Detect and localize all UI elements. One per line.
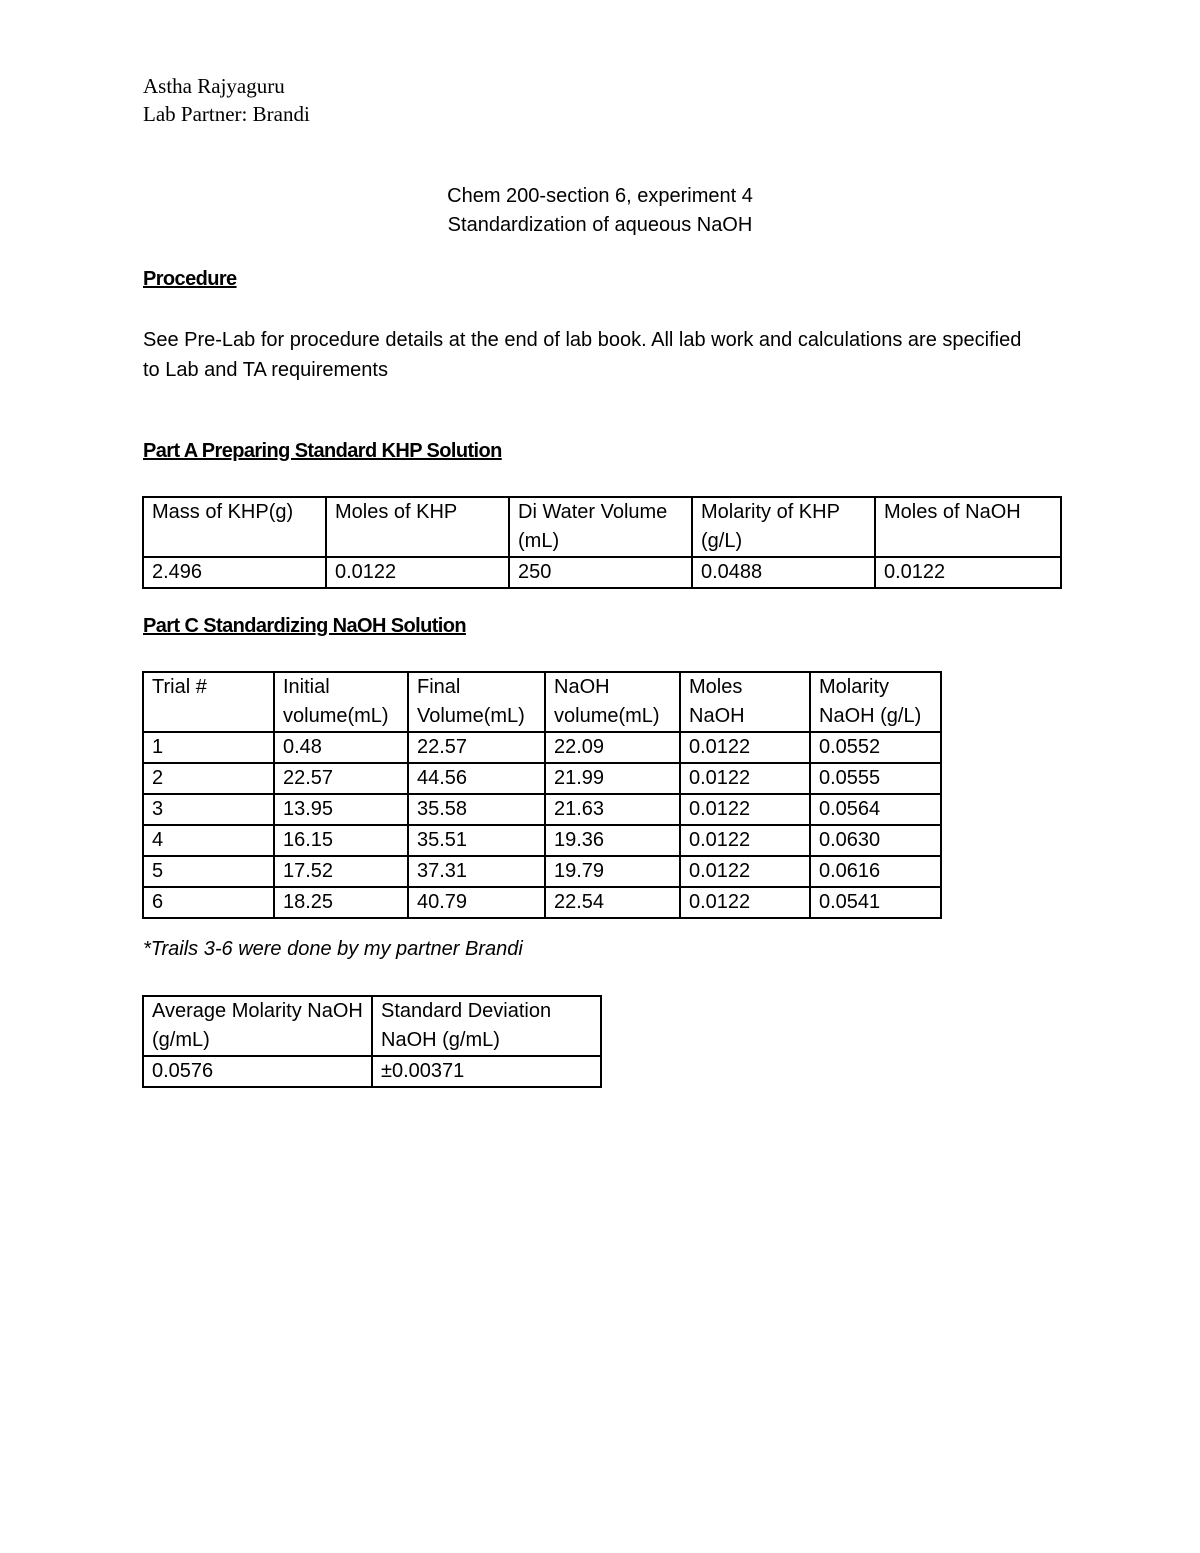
column-header: Average Molarity NaOH (g/mL) — [143, 996, 372, 1056]
table-row — [143, 856, 941, 887]
table-cell: 0.0488 — [692, 557, 875, 588]
column-header: Moles NaOH — [680, 672, 810, 732]
table-cell: 13.95 — [274, 794, 408, 825]
table-cell: 16.15 — [274, 825, 408, 856]
table-cell: 0.0122 — [680, 825, 810, 856]
procedure-text: See Pre-Lab for procedure details at the end of lab book. All lab work and calculations are specified to Lab and TA requirements — [143, 329, 1022, 381]
naoh-trials-table — [142, 671, 942, 919]
table-cell: 37.31 — [408, 856, 545, 887]
table-cell: 0.0616 — [810, 856, 941, 887]
table-cell: 22.09 — [545, 732, 680, 763]
table-cell: 22.57 — [274, 763, 408, 794]
column-header: Molarity NaOH (g/L) — [810, 672, 941, 732]
table-cell: 4 — [143, 825, 274, 856]
column-header: Molarity of KHP (g/L) — [692, 497, 875, 557]
table-cell: 1 — [143, 732, 274, 763]
table-cell: 0.0122 — [680, 732, 810, 763]
experiment-title: Standardization of aqueous NaOH — [447, 214, 753, 236]
column-header: NaOH volume(mL) — [545, 672, 680, 732]
table-row — [143, 557, 1061, 588]
column-header: Trial # — [143, 672, 274, 732]
part-c-heading: Part C Standardizing NaOH Solution — [143, 615, 466, 637]
column-header: Moles of KHP — [326, 497, 509, 557]
author-block — [143, 72, 310, 128]
table-cell: 2 — [143, 763, 274, 794]
summary-table — [142, 995, 602, 1088]
table-cell: 0.0541 — [810, 887, 941, 918]
table-cell: 0.0552 — [810, 732, 941, 763]
table-row — [143, 825, 941, 856]
table-cell: 40.79 — [408, 887, 545, 918]
part-a-heading: Part A Preparing Standard KHP Solution — [143, 440, 502, 462]
column-header: Mass of KHP(g) — [143, 497, 326, 557]
table-cell: 18.25 — [274, 887, 408, 918]
table-cell: 250 — [509, 557, 692, 588]
table-cell: ±0.00371 — [372, 1056, 601, 1087]
table-row — [143, 732, 941, 763]
table-cell: 0.0630 — [810, 825, 941, 856]
table-header-row — [143, 996, 601, 1056]
table-cell: 0.0122 — [680, 887, 810, 918]
table-cell: 22.54 — [545, 887, 680, 918]
course-line: Chem 200-section 6, experiment 4 — [447, 185, 753, 207]
table-cell: 0.0122 — [680, 763, 810, 794]
table-cell: 19.36 — [545, 825, 680, 856]
procedure-heading: Procedure — [143, 268, 237, 290]
table-header-row — [143, 672, 941, 732]
column-header: Initial volume(mL) — [274, 672, 408, 732]
table-row — [143, 794, 941, 825]
table-cell: 0.0555 — [810, 763, 941, 794]
table-cell: 0.0576 — [143, 1056, 372, 1087]
table-cell: 5 — [143, 856, 274, 887]
column-header: Di Water Volume (mL) — [509, 497, 692, 557]
table-cell: 3 — [143, 794, 274, 825]
khp-table — [142, 496, 1062, 589]
table-cell: 17.52 — [274, 856, 408, 887]
table-cell: 6 — [143, 887, 274, 918]
table-cell: 21.99 — [545, 763, 680, 794]
lab-partner: Lab Partner: Brandi — [143, 102, 310, 126]
table-cell: 44.56 — [408, 763, 545, 794]
table-cell: 35.51 — [408, 825, 545, 856]
document-title — [0, 182, 1200, 240]
table-header-row — [143, 497, 1061, 557]
table-cell: 0.0564 — [810, 794, 941, 825]
table-cell: 21.63 — [545, 794, 680, 825]
table-cell: 0.0122 — [326, 557, 509, 588]
table-cell: 35.58 — [408, 794, 545, 825]
column-header: Final Volume(mL) — [408, 672, 545, 732]
table-cell: 19.79 — [545, 856, 680, 887]
author-name: Astha Rajyaguru — [143, 74, 285, 98]
column-header: Standard Deviation NaOH (g/mL) — [372, 996, 601, 1056]
column-header: Moles of NaOH — [875, 497, 1061, 557]
table-cell: 0.0122 — [875, 557, 1061, 588]
table-cell: 0.48 — [274, 732, 408, 763]
table-row — [143, 887, 941, 918]
table-cell: 22.57 — [408, 732, 545, 763]
table-cell: 2.496 — [143, 557, 326, 588]
trials-note: *Trails 3-6 were done by my partner Brandi — [143, 938, 523, 960]
table-row — [143, 763, 941, 794]
table-row — [143, 1056, 601, 1087]
table-cell: 0.0122 — [680, 794, 810, 825]
table-cell: 0.0122 — [680, 856, 810, 887]
